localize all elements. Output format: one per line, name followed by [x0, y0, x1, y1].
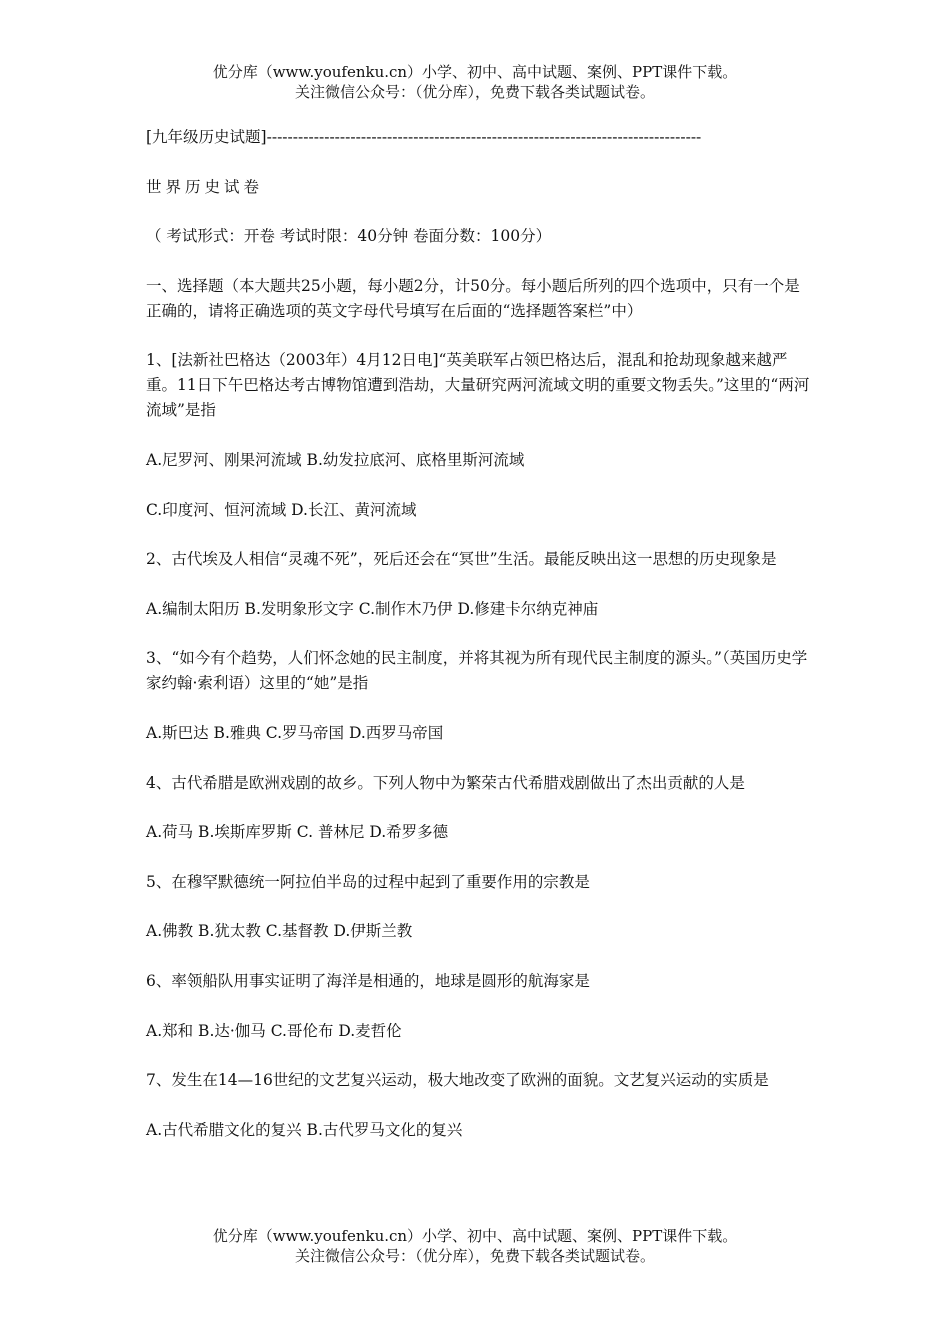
section-tag: [九年级历史试题]----------------------------------------------------------------------------------- [146, 128, 702, 146]
question-7-options: A.古代希腊文化的复兴 B.古代罗马文化的复兴 [146, 1120, 463, 1139]
document-body [146, 125, 810, 1167]
part-one-instructions: 一、选择题（本大题共25小题，每小题2分，计50分。每小题后所列的四个选项中，只有一个是正确的，请将正确选项的英文字母代号填写在后面的“选择题答案栏”中） [146, 276, 800, 320]
header-line-2: 关注微信公众号：（优分库），免费下载各类试题试卷。 [294, 83, 655, 101]
question-7-stem: 7、发生在14—16世纪的文艺复兴运动，极大地改变了欧洲的面貌。文艺复兴运动的实质是 [146, 1071, 769, 1090]
page-footer [0, 1226, 950, 1266]
question-6-stem: 6、率领船队用事实证明了海洋是相通的，地球是圆形的航海家是 [146, 971, 590, 990]
footer-line-2: 关注微信公众号：（优分库），免费下载各类试题试卷。 [294, 1247, 655, 1265]
question-2-stem: 2、古代埃及人相信“灵魂不死”，死后还会在“冥世”生活。最能反映出这一思想的历史现象是 [146, 550, 777, 569]
question-1-stem: 1、[法新社巴格达（2003年）4月12日电]“英美联军占领巴格达后，混乱和抢劫现象越来越严重。11日下午巴格达考古博物馆遭到浩劫，大量研究两河流域文明的重要文物丢失。”这里的“两河流域”是指 [146, 351, 810, 420]
question-3-options: A.斯巴达 B.雅典 C.罗马帝国 D.西罗马帝国 [146, 723, 444, 742]
document-title: 世界历史试卷 [146, 177, 264, 196]
question-5-options: A.佛教 B.犹太教 C.基督教 D.伊斯兰教 [146, 922, 413, 941]
question-5-stem: 5、在穆罕默德统一阿拉伯半岛的过程中起到了重要作用的宗教是 [146, 872, 590, 891]
question-2-options: A.编制太阳历 B.发明象形文字 C.制作木乃伊 D.修建卡尔纳克神庙 [146, 599, 599, 618]
header-line-1: 优分库（www.youfenku.cn）小学、初中、高中试题、案例、PPT课件下载。 [212, 63, 738, 81]
question-6-options: A.郑和 B.达·伽马 C.哥伦布 D.麦哲伦 [146, 1021, 402, 1040]
question-4-options: A.荷马 B.埃斯库罗斯 C. 普林尼 D.希罗多德 [146, 823, 449, 842]
question-3-stem: 3、“如今有个趋势，人们怀念她的民主制度，并将其视为所有现代民主制度的源头。”（英国历史学家约翰·索利语）这里的“她”是指 [146, 649, 808, 693]
footer-line-1: 优分库（www.youfenku.cn）小学、初中、高中试题、案例、PPT课件下载。 [212, 1227, 738, 1245]
question-1-options-a-b: A.尼罗河、刚果河流域 B.幼发拉底河、底格里斯河流域 [146, 450, 525, 469]
exam-info: （ 考试形式：开卷 考试时限：40分钟 卷面分数：100分） [146, 227, 552, 246]
question-4-stem: 4、古代希腊是欧洲戏剧的故乡。下列人物中为繁荣古代希腊戏剧做出了杰出贡献的人是 [146, 773, 745, 792]
question-1-options-c-d: C.印度河、恒河流域 D.长江、黄河流域 [146, 500, 417, 519]
page-header [0, 62, 950, 102]
